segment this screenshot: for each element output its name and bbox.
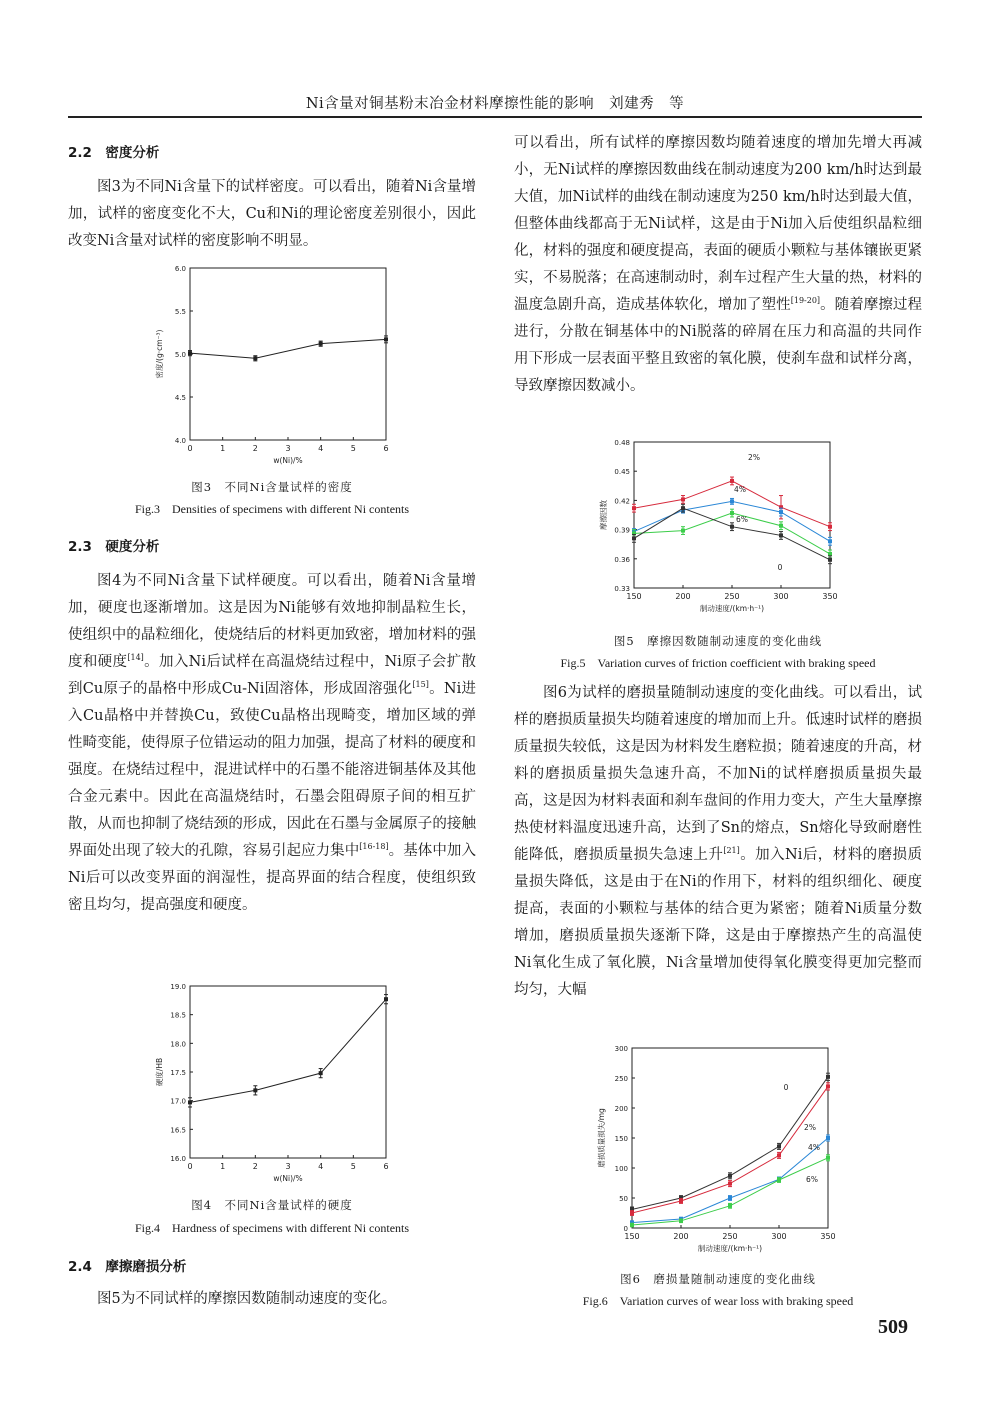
x-tick-label: 200 [675, 592, 691, 601]
x-tick-label: 300 [771, 1232, 787, 1241]
series-label: 4% [808, 1143, 820, 1152]
y-tick-label: 6.0 [174, 265, 186, 273]
section-2-3-title: 2.3 硬度分析 [68, 539, 160, 555]
data-point [828, 552, 832, 556]
series-label: 6% [806, 1175, 818, 1184]
data-point [728, 1174, 732, 1178]
section-2-2-title: 2.2 密度分析 [68, 145, 160, 161]
friction-paragraph-cont: 可以看出，所有试样的摩擦因数均随着速度的增加先增大再减小，无Ni试样的摩擦因数曲线在制动速度为200 km/h时达到最大值，加Ni试样的曲线在制动速度为250 km/h时达到最大值，但整体曲线都高于无Ni试样，这是由于Ni加入后使组织晶粒细化，材料的强度和硬度提高，表面的硬质小颗粒与基体镶嵌更紧实，不易脱落；在高速制动时，刹车过程产生大量的热，材料的温度急剧升高，造成基体软化，增加了塑性[19-20]。随着摩擦过程进行，分散在铜基体中的Ni脱落的碎屑在压力和高温的共同作用下形成一层表面平整且致密的氧化膜，使刹车盘和试样分离，导致摩擦因数减小。 [514, 135, 923, 394]
fig6-caption-zh: 图6 磨损量随制动速度的变化曲线 [620, 1272, 816, 1286]
figure-6 [514, 1042, 922, 1262]
y-tick-label: 200 [614, 1105, 628, 1113]
series-label: 0 [783, 1083, 789, 1092]
fig3-caption-zh: 图3 不同Ni含量试样的密度 [191, 480, 353, 494]
data-point [828, 525, 832, 529]
data-point [630, 1211, 634, 1215]
x-axis-label: 制动速度/(km·h⁻¹) [697, 1244, 763, 1253]
y-tick-label: 0.42 [614, 497, 630, 506]
data-point [630, 1223, 634, 1227]
plot-frame [190, 268, 386, 440]
section-2-4-title: 2.4 摩擦磨损分析 [68, 1259, 187, 1275]
fig4-caption-zh: 图4 不同Ni含量试样的硬度 [191, 1198, 353, 1212]
data-point [779, 524, 783, 528]
y-tick-label: 300 [614, 1045, 628, 1053]
x-tick-label: 1 [220, 1162, 226, 1171]
plot-area [154, 983, 389, 1183]
y-tick-label: 18.5 [170, 1011, 186, 1020]
data-point [730, 499, 734, 503]
y-tick-label: 0.39 [614, 526, 630, 535]
figure-4 [68, 978, 476, 1190]
x-tick-label: 250 [724, 592, 740, 601]
y-tick-label: 250 [614, 1075, 628, 1083]
y-axis-label: 磨损质量损失/mg [597, 1108, 606, 1168]
x-tick-label: 200 [673, 1232, 689, 1241]
data-point [730, 479, 734, 483]
data-point [779, 533, 783, 537]
fig4-caption-en: Fig.4 Hardness of specimens with different Ni contents [134, 1221, 410, 1235]
y-axis-label: 密度/(g·cm⁻³) [155, 329, 164, 379]
y-tick-label: 19.0 [170, 983, 186, 991]
y-tick-label: 4.5 [174, 394, 186, 402]
plot-area [598, 439, 838, 613]
y-tick-label: 100 [614, 1165, 628, 1173]
x-tick-label: 2 [252, 1162, 258, 1171]
x-axis-label: w(Ni)/% [273, 1174, 303, 1183]
series-line [632, 1077, 828, 1210]
y-tick-label: 0.33 [614, 585, 630, 593]
hardness-chart [68, 978, 476, 1190]
data-point [681, 506, 685, 510]
x-tick-label: 5 [350, 444, 356, 453]
data-point [777, 1178, 781, 1182]
data-point [730, 511, 734, 515]
y-tick-label: 16.0 [170, 1155, 186, 1163]
data-point [779, 510, 783, 514]
figure-3 [68, 260, 476, 470]
data-point [826, 1084, 830, 1088]
data-point [728, 1196, 732, 1200]
data-point [188, 1100, 192, 1104]
data-point [828, 558, 832, 562]
x-tick-label: 0 [187, 444, 193, 453]
x-tick-label: 4 [318, 1162, 324, 1171]
fig5-caption-en: Fig.5 Variation curves of friction coefficient with braking speed [560, 656, 876, 670]
series-label: 4% [734, 485, 746, 494]
plot-area [154, 265, 389, 465]
data-point [679, 1199, 683, 1203]
x-tick-label: 6 [383, 1162, 389, 1171]
series-label: 2% [804, 1123, 816, 1132]
data-point [319, 1071, 323, 1075]
data-point [253, 1088, 257, 1092]
y-tick-label: 4.0 [174, 437, 186, 445]
density-paragraph: 图3为不同Ni含量下的试样密度。可以看出，随着Ni含量增加，试样的密度变化不大，Cu和Ni的理论密度差别很小，因此改变Ni含量对试样的密度影响不明显。 [68, 179, 476, 249]
y-tick-label: 0.48 [614, 439, 630, 447]
page-number: 509 [878, 1316, 908, 1338]
y-axis-label: 摩擦因数 [599, 500, 608, 530]
plot-frame [190, 986, 386, 1158]
x-tick-label: 6 [383, 444, 389, 453]
y-tick-label: 0 [623, 1225, 628, 1233]
data-point [319, 342, 323, 346]
data-point [728, 1182, 732, 1186]
data-point [384, 997, 388, 1001]
data-point [679, 1219, 683, 1223]
series-label: 0 [777, 563, 783, 572]
x-tick-label: 3 [285, 444, 291, 453]
y-tick-label: 5.0 [174, 351, 186, 359]
data-point [826, 1156, 830, 1160]
data-point [632, 506, 636, 510]
wear-paragraph: 图6为试样的磨损量随制动速度的变化曲线。可以看出，试样的磨损质量损失均随着速度的增加而上升。低速时试样的磨损质量损失较低，这是因为材料发生磨粒损；随着速度的升高，材料的磨损质量损失急速升高，不加Ni的试样磨损质量损失最高，这是因为材料表面和刹车盘间的作用力变大，产生大量摩擦热使材料温度迅速升高，达到了Sn的熔点，Sn熔化导致耐磨性能降低，磨损质量损失急速上升[21]。加入Ni后，材料的磨损质量损失降低，这是由于在Ni的作用下，材料的组织细化、硬度提高，表面的小颗粒与基体的结合更为紧密；随着Ni质量分数增加，磨损质量损失逐渐下降，这是由于摩擦热产生的高温使Ni氧化生成了氧化膜，Ni含量增加使得氧化膜变得更加完整而均匀，大幅 [514, 685, 922, 998]
data-point [826, 1075, 830, 1079]
x-tick-label: 250 [722, 1232, 738, 1241]
x-tick-label: 5 [350, 1162, 356, 1171]
y-axis-label: 硬度/HB [155, 1057, 164, 1087]
series-line [190, 999, 386, 1102]
hardness-paragraph: 图4为不同Ni含量下试样硬度。可以看出，随着Ni含量增加，硬度也逐渐增加。这是因为Ni能够有效地抑制晶粒生长，使组织中的晶粒细化，使烧结后的材料更加致密，增加材料的强度和硬度[14]。加入Ni后试样在高温烧结过程中，Ni原子会扩散到Cu原子的晶格中形成Cu-Ni固溶体，形成固溶强化[15]。Ni进入Cu晶格中并替换Cu，致使Cu晶格出现畸变，增加区域的弹性畸变能，使得原子位错运动的阻力加强，提高了材料的硬度和强度。在烧结过程中，混进试样中的石墨不能溶进铜基体及其他合金元素中。因此在高温烧结时，石墨会阻碍原子间的相互扩散，从而也抑制了烧结颈的形成，因此在石墨与金属原子的接触界面处出现了较大的孔隙，容易引起应力集中[16-18]。基体中加入Ni后可以改变界面的润湿性，提高界面的结合程度，使组织致密且均匀，提高强度和硬度。 [68, 573, 477, 913]
y-tick-label: 0.45 [614, 468, 630, 477]
data-point [777, 1144, 781, 1148]
data-point [681, 497, 685, 501]
data-point [681, 529, 685, 533]
x-tick-label: 4 [318, 444, 324, 453]
series-line [190, 339, 386, 358]
fig5-caption-zh: 图5 摩擦因数随制动速度的变化曲线 [613, 634, 823, 648]
data-point [384, 337, 388, 341]
data-point [632, 536, 636, 540]
y-tick-label: 17.0 [170, 1097, 186, 1106]
friction-chart [514, 436, 922, 624]
data-point [828, 539, 832, 543]
series-label: 6% [736, 515, 748, 524]
x-axis-label: w(Ni)/% [273, 456, 303, 465]
y-tick-label: 5.5 [174, 308, 186, 316]
x-tick-label: 0 [187, 1162, 193, 1171]
plot-frame [632, 1048, 828, 1228]
x-tick-label: 2 [252, 444, 258, 453]
figure-5 [514, 436, 922, 624]
x-tick-label: 1 [220, 444, 226, 453]
series-line [634, 501, 830, 541]
x-tick-label: 150 [626, 592, 642, 601]
data-point [777, 1153, 781, 1157]
data-point [826, 1136, 830, 1140]
y-tick-label: 17.5 [170, 1069, 186, 1077]
x-tick-label: 350 [822, 592, 838, 601]
wear-chart [514, 1042, 922, 1262]
x-tick-label: 350 [820, 1232, 836, 1241]
data-point [188, 351, 192, 355]
fig6-caption-en: Fig.6 Variation curves of wear loss with braking speed [582, 1294, 854, 1308]
y-tick-label: 0.36 [614, 555, 630, 564]
x-axis-label: 制动速度/(km·h⁻¹) [699, 604, 765, 613]
series-line [632, 1158, 828, 1225]
series-label: 2% [748, 453, 760, 462]
data-point [253, 356, 257, 360]
x-tick-label: 300 [773, 592, 789, 601]
series-line [632, 1086, 828, 1213]
header-rule [68, 116, 922, 118]
data-point [730, 525, 734, 529]
friction-paragraph-start: 图5为不同试样的摩擦因数随制动速度的变化。 [97, 1291, 397, 1307]
y-tick-label: 16.5 [170, 1126, 186, 1135]
y-tick-label: 18.0 [170, 1040, 186, 1049]
density-chart [68, 260, 476, 470]
fig3-caption-en: Fig.3 Densities of specimens with different Ni contents [134, 502, 410, 516]
running-header: Ni含量对铜基粉末冶金材料摩擦性能的影响 刘建秀 等 [305, 96, 685, 112]
y-tick-label: 150 [614, 1135, 628, 1143]
y-tick-label: 50 [619, 1195, 628, 1203]
data-point [728, 1204, 732, 1208]
plot-area [596, 1045, 836, 1253]
x-tick-label: 150 [624, 1232, 640, 1241]
x-tick-label: 3 [285, 1162, 291, 1171]
